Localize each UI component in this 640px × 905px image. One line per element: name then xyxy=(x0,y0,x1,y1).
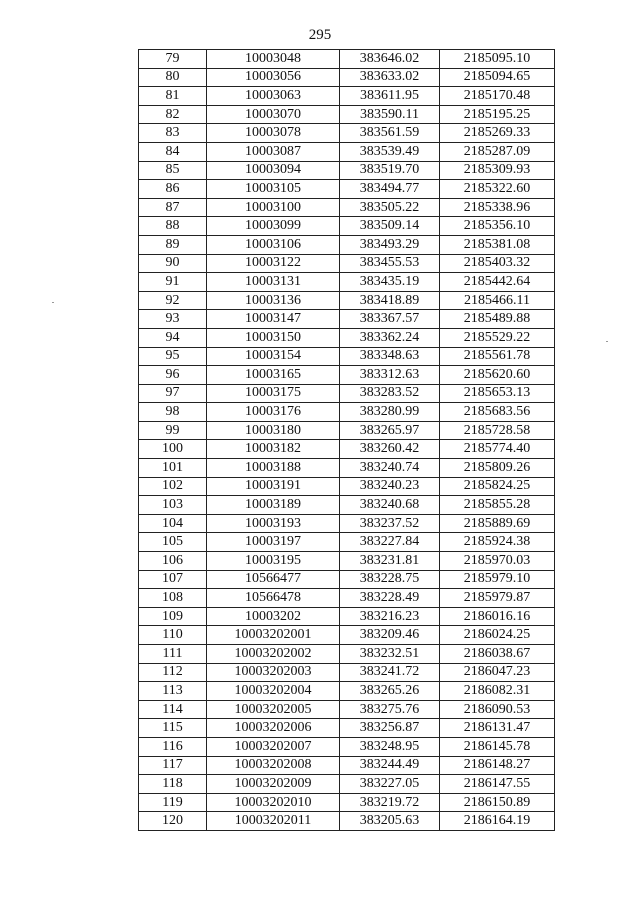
table-row xyxy=(139,477,555,496)
scan-speck xyxy=(52,302,54,303)
point-id-cell: 10003188 xyxy=(207,459,340,478)
table-row xyxy=(139,719,555,738)
table-row xyxy=(139,291,555,310)
row-number-cell: 100 xyxy=(139,440,207,459)
x-coordinate-cell: 383244.49 xyxy=(340,756,440,775)
point-id-cell: 10003122 xyxy=(207,254,340,273)
x-coordinate-cell: 383228.49 xyxy=(340,589,440,608)
row-number-cell: 109 xyxy=(139,607,207,626)
y-coordinate-cell: 2185970.03 xyxy=(440,552,555,571)
point-id-cell: 10003056 xyxy=(207,68,340,87)
x-coordinate-cell: 383256.87 xyxy=(340,719,440,738)
y-coordinate-cell: 2185269.33 xyxy=(440,124,555,143)
point-id-cell: 10003202010 xyxy=(207,793,340,812)
point-id-cell: 10003202008 xyxy=(207,756,340,775)
table-row xyxy=(139,198,555,217)
table-row xyxy=(139,533,555,552)
x-coordinate-cell: 383237.52 xyxy=(340,514,440,533)
point-id-cell: 10003048 xyxy=(207,50,340,69)
point-id-cell: 10003099 xyxy=(207,217,340,236)
x-coordinate-cell: 383539.49 xyxy=(340,142,440,161)
row-number-cell: 79 xyxy=(139,50,207,69)
table-row xyxy=(139,217,555,236)
row-number-cell: 118 xyxy=(139,775,207,794)
point-id-cell: 10003131 xyxy=(207,273,340,292)
table-row xyxy=(139,756,555,775)
row-number-cell: 95 xyxy=(139,347,207,366)
y-coordinate-cell: 2185338.96 xyxy=(440,198,555,217)
y-coordinate-cell: 2185287.09 xyxy=(440,142,555,161)
row-number-cell: 82 xyxy=(139,105,207,124)
y-coordinate-cell: 2186148.27 xyxy=(440,756,555,775)
table-row xyxy=(139,180,555,199)
x-coordinate-cell: 383209.46 xyxy=(340,626,440,645)
table-row xyxy=(139,366,555,385)
y-coordinate-cell: 2185403.32 xyxy=(440,254,555,273)
y-coordinate-cell: 2186016.16 xyxy=(440,607,555,626)
point-id-cell: 10003202001 xyxy=(207,626,340,645)
y-coordinate-cell: 2185094.65 xyxy=(440,68,555,87)
x-coordinate-cell: 383519.70 xyxy=(340,161,440,180)
y-coordinate-cell: 2185924.38 xyxy=(440,533,555,552)
row-number-cell: 104 xyxy=(139,514,207,533)
y-coordinate-cell: 2186164.19 xyxy=(440,812,555,831)
y-coordinate-cell: 2185489.88 xyxy=(440,310,555,329)
table-row xyxy=(139,87,555,106)
table-row xyxy=(139,310,555,329)
table-row xyxy=(139,161,555,180)
x-coordinate-cell: 383509.14 xyxy=(340,217,440,236)
x-coordinate-cell: 383232.51 xyxy=(340,645,440,664)
y-coordinate-cell: 2185683.56 xyxy=(440,403,555,422)
x-coordinate-cell: 383367.57 xyxy=(340,310,440,329)
y-coordinate-cell: 2185889.69 xyxy=(440,514,555,533)
table-row xyxy=(139,626,555,645)
row-number-cell: 111 xyxy=(139,645,207,664)
table-row xyxy=(139,737,555,756)
point-id-cell: 10003105 xyxy=(207,180,340,199)
x-coordinate-cell: 383493.29 xyxy=(340,235,440,254)
x-coordinate-cell: 383280.99 xyxy=(340,403,440,422)
point-id-cell: 10003136 xyxy=(207,291,340,310)
row-number-cell: 81 xyxy=(139,87,207,106)
point-id-cell: 10003078 xyxy=(207,124,340,143)
point-id-cell: 10003202002 xyxy=(207,645,340,664)
row-number-cell: 113 xyxy=(139,682,207,701)
table-row xyxy=(139,812,555,831)
x-coordinate-cell: 383240.23 xyxy=(340,477,440,496)
x-coordinate-cell: 383275.76 xyxy=(340,700,440,719)
x-coordinate-cell: 383646.02 xyxy=(340,50,440,69)
point-id-cell: 10003202005 xyxy=(207,700,340,719)
point-id-cell: 10003189 xyxy=(207,496,340,515)
point-id-cell: 10003087 xyxy=(207,142,340,161)
x-coordinate-cell: 383248.95 xyxy=(340,737,440,756)
y-coordinate-cell: 2186024.25 xyxy=(440,626,555,645)
table-row xyxy=(139,775,555,794)
y-coordinate-cell: 2185322.60 xyxy=(440,180,555,199)
row-number-cell: 106 xyxy=(139,552,207,571)
x-coordinate-cell: 383265.97 xyxy=(340,421,440,440)
point-id-cell: 10003202 xyxy=(207,607,340,626)
x-coordinate-cell: 383283.52 xyxy=(340,384,440,403)
table-row xyxy=(139,403,555,422)
point-id-cell: 10003180 xyxy=(207,421,340,440)
x-coordinate-cell: 383505.22 xyxy=(340,198,440,217)
y-coordinate-cell: 2185824.25 xyxy=(440,477,555,496)
x-coordinate-cell: 383260.42 xyxy=(340,440,440,459)
point-id-cell: 10003070 xyxy=(207,105,340,124)
point-id-cell: 10003147 xyxy=(207,310,340,329)
row-number-cell: 101 xyxy=(139,459,207,478)
row-number-cell: 85 xyxy=(139,161,207,180)
table-row xyxy=(139,384,555,403)
row-number-cell: 92 xyxy=(139,291,207,310)
page-number: 295 xyxy=(308,27,332,43)
table-row xyxy=(139,254,555,273)
y-coordinate-cell: 2185728.58 xyxy=(440,421,555,440)
point-id-cell: 10003202006 xyxy=(207,719,340,738)
table-row xyxy=(139,682,555,701)
y-coordinate-cell: 2186145.78 xyxy=(440,737,555,756)
point-id-cell: 10003197 xyxy=(207,533,340,552)
row-number-cell: 116 xyxy=(139,737,207,756)
table-row xyxy=(139,328,555,347)
y-coordinate-cell: 2186038.67 xyxy=(440,645,555,664)
table-row xyxy=(139,105,555,124)
row-number-cell: 94 xyxy=(139,328,207,347)
row-number-cell: 102 xyxy=(139,477,207,496)
y-coordinate-cell: 2186131.47 xyxy=(440,719,555,738)
x-coordinate-cell: 383362.24 xyxy=(340,328,440,347)
y-coordinate-cell: 2185979.87 xyxy=(440,589,555,608)
point-id-cell: 10003202011 xyxy=(207,812,340,831)
y-coordinate-cell: 2185620.60 xyxy=(440,366,555,385)
x-coordinate-cell: 383348.63 xyxy=(340,347,440,366)
row-number-cell: 89 xyxy=(139,235,207,254)
y-coordinate-cell: 2185529.22 xyxy=(440,328,555,347)
x-coordinate-cell: 383611.95 xyxy=(340,87,440,106)
y-coordinate-cell: 2185356.10 xyxy=(440,217,555,236)
scan-speck xyxy=(606,341,608,342)
y-coordinate-cell: 2185774.40 xyxy=(440,440,555,459)
point-id-cell: 10003176 xyxy=(207,403,340,422)
point-id-cell: 10003191 xyxy=(207,477,340,496)
point-id-cell: 10003182 xyxy=(207,440,340,459)
row-number-cell: 108 xyxy=(139,589,207,608)
y-coordinate-cell: 2185381.08 xyxy=(440,235,555,254)
y-coordinate-cell: 2185809.26 xyxy=(440,459,555,478)
point-id-cell: 10566478 xyxy=(207,589,340,608)
point-id-cell: 10003100 xyxy=(207,198,340,217)
table-row xyxy=(139,570,555,589)
table-row xyxy=(139,589,555,608)
table-row xyxy=(139,700,555,719)
table-row xyxy=(139,50,555,69)
row-number-cell: 90 xyxy=(139,254,207,273)
row-number-cell: 110 xyxy=(139,626,207,645)
table-row xyxy=(139,273,555,292)
y-coordinate-cell: 2186082.31 xyxy=(440,682,555,701)
row-number-cell: 91 xyxy=(139,273,207,292)
y-coordinate-cell: 2185466.11 xyxy=(440,291,555,310)
point-id-cell: 10003202004 xyxy=(207,682,340,701)
x-coordinate-cell: 383228.75 xyxy=(340,570,440,589)
row-number-cell: 98 xyxy=(139,403,207,422)
row-number-cell: 107 xyxy=(139,570,207,589)
x-coordinate-cell: 383240.68 xyxy=(340,496,440,515)
y-coordinate-cell: 2186147.55 xyxy=(440,775,555,794)
x-coordinate-cell: 383633.02 xyxy=(340,68,440,87)
row-number-cell: 115 xyxy=(139,719,207,738)
y-coordinate-cell: 2186047.23 xyxy=(440,663,555,682)
y-coordinate-cell: 2185855.28 xyxy=(440,496,555,515)
y-coordinate-cell: 2185195.25 xyxy=(440,105,555,124)
x-coordinate-cell: 383219.72 xyxy=(340,793,440,812)
coordinates-table-body xyxy=(139,50,555,831)
x-coordinate-cell: 383494.77 xyxy=(340,180,440,199)
point-id-cell: 10566477 xyxy=(207,570,340,589)
row-number-cell: 97 xyxy=(139,384,207,403)
point-id-cell: 10003193 xyxy=(207,514,340,533)
x-coordinate-cell: 383227.05 xyxy=(340,775,440,794)
table-row xyxy=(139,496,555,515)
y-coordinate-cell: 2186090.53 xyxy=(440,700,555,719)
x-coordinate-cell: 383241.72 xyxy=(340,663,440,682)
x-coordinate-cell: 383216.23 xyxy=(340,607,440,626)
table-row xyxy=(139,68,555,87)
point-id-cell: 10003150 xyxy=(207,328,340,347)
row-number-cell: 84 xyxy=(139,142,207,161)
x-coordinate-cell: 383418.89 xyxy=(340,291,440,310)
x-coordinate-cell: 383265.26 xyxy=(340,682,440,701)
row-number-cell: 87 xyxy=(139,198,207,217)
table-row xyxy=(139,607,555,626)
x-coordinate-cell: 383231.81 xyxy=(340,552,440,571)
table-row xyxy=(139,459,555,478)
row-number-cell: 114 xyxy=(139,700,207,719)
table-row xyxy=(139,440,555,459)
y-coordinate-cell: 2185653.13 xyxy=(440,384,555,403)
point-id-cell: 10003165 xyxy=(207,366,340,385)
table-row xyxy=(139,663,555,682)
point-id-cell: 10003094 xyxy=(207,161,340,180)
row-number-cell: 105 xyxy=(139,533,207,552)
row-number-cell: 80 xyxy=(139,68,207,87)
coordinates-table xyxy=(138,49,555,831)
table-row xyxy=(139,124,555,143)
row-number-cell: 86 xyxy=(139,180,207,199)
x-coordinate-cell: 383312.63 xyxy=(340,366,440,385)
y-coordinate-cell: 2185979.10 xyxy=(440,570,555,589)
y-coordinate-cell: 2185561.78 xyxy=(440,347,555,366)
point-id-cell: 10003106 xyxy=(207,235,340,254)
y-coordinate-cell: 2185442.64 xyxy=(440,273,555,292)
row-number-cell: 117 xyxy=(139,756,207,775)
row-number-cell: 120 xyxy=(139,812,207,831)
point-id-cell: 10003063 xyxy=(207,87,340,106)
table-row xyxy=(139,421,555,440)
row-number-cell: 99 xyxy=(139,421,207,440)
table-row xyxy=(139,235,555,254)
point-id-cell: 10003154 xyxy=(207,347,340,366)
point-id-cell: 10003202009 xyxy=(207,775,340,794)
table-row xyxy=(139,793,555,812)
point-id-cell: 10003202007 xyxy=(207,737,340,756)
row-number-cell: 96 xyxy=(139,366,207,385)
point-id-cell: 10003202003 xyxy=(207,663,340,682)
point-id-cell: 10003175 xyxy=(207,384,340,403)
x-coordinate-cell: 383561.59 xyxy=(340,124,440,143)
x-coordinate-cell: 383435.19 xyxy=(340,273,440,292)
table-row xyxy=(139,142,555,161)
row-number-cell: 112 xyxy=(139,663,207,682)
row-number-cell: 88 xyxy=(139,217,207,236)
point-id-cell: 10003195 xyxy=(207,552,340,571)
x-coordinate-cell: 383205.63 xyxy=(340,812,440,831)
y-coordinate-cell: 2186150.89 xyxy=(440,793,555,812)
table-row xyxy=(139,645,555,664)
x-coordinate-cell: 383227.84 xyxy=(340,533,440,552)
x-coordinate-cell: 383590.11 xyxy=(340,105,440,124)
table-row xyxy=(139,552,555,571)
y-coordinate-cell: 2185170.48 xyxy=(440,87,555,106)
row-number-cell: 103 xyxy=(139,496,207,515)
table-row xyxy=(139,514,555,533)
x-coordinate-cell: 383455.53 xyxy=(340,254,440,273)
row-number-cell: 119 xyxy=(139,793,207,812)
y-coordinate-cell: 2185309.93 xyxy=(440,161,555,180)
table-row xyxy=(139,347,555,366)
row-number-cell: 83 xyxy=(139,124,207,143)
y-coordinate-cell: 2185095.10 xyxy=(440,50,555,69)
x-coordinate-cell: 383240.74 xyxy=(340,459,440,478)
row-number-cell: 93 xyxy=(139,310,207,329)
